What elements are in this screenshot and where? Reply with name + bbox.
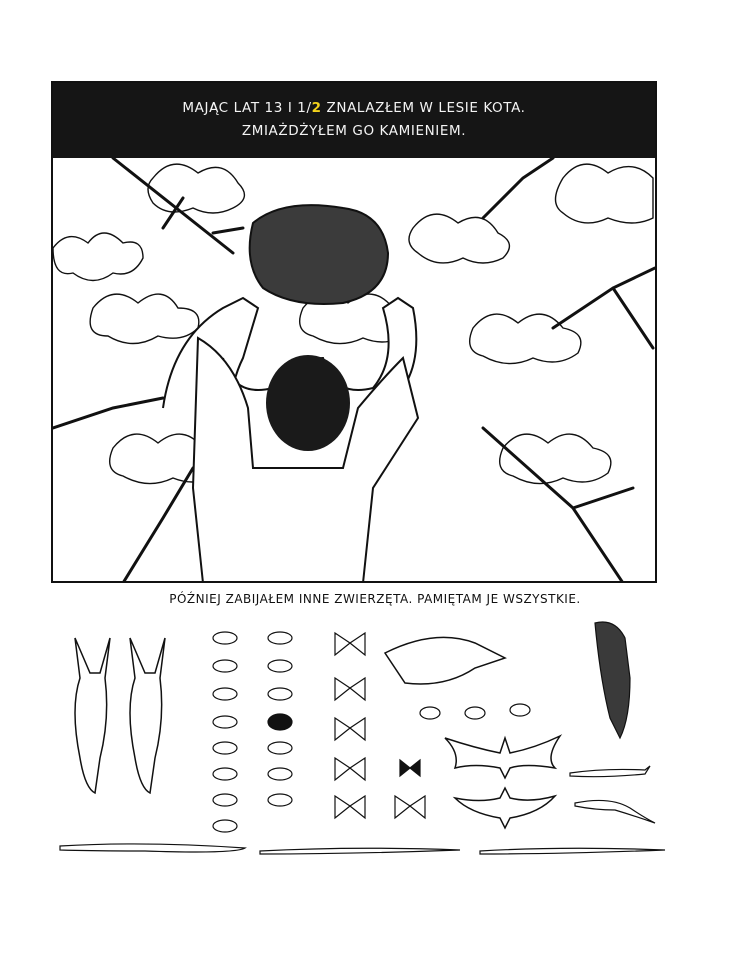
bird <box>385 637 505 684</box>
panel-illustration <box>53 158 655 583</box>
comic-panel <box>51 81 657 583</box>
snakes <box>60 844 665 854</box>
animal-drawings <box>55 618 675 868</box>
caption-box <box>53 83 655 158</box>
caption-line-1 <box>53 97 655 120</box>
chicks <box>420 704 530 719</box>
rock <box>250 205 388 304</box>
caption-line-1-b: ZNALAZŁEM W LESIE KOTA. <box>321 100 526 116</box>
caption-line-1-a: MAJĄC LAT 13 I 1/ <box>182 100 312 116</box>
caption-highlight: 2 <box>311 100 322 116</box>
subcaption: PÓŹNIEJ ZABIJAŁEM INNE ZWIERZĘTA. PAMIĘTAM JE WSZYSTKIE. <box>169 592 581 606</box>
rabbits <box>75 638 165 793</box>
squirrel <box>595 622 630 738</box>
mice-and-rats <box>213 632 292 832</box>
lizards <box>570 766 655 823</box>
head <box>266 355 350 451</box>
forest-scene-drawing <box>53 158 655 583</box>
boy-figure <box>163 205 418 583</box>
caption-line-2: ZMIAŻDŻYŁEM GO KAMIENIEM. <box>241 123 467 139</box>
bats <box>445 736 560 828</box>
dead-animals-illustration <box>55 618 675 868</box>
